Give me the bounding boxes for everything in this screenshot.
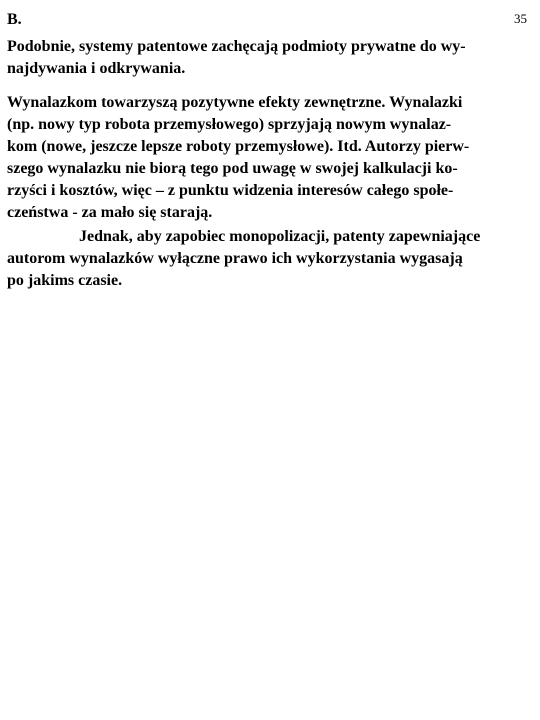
text-line: najdywania i odkrywania. [7,60,186,77]
paragraph-patent-incentives [7,36,466,80]
text-line: czeństwa - za mało się starają. [7,204,213,221]
text-line: Wynalazkom towarzyszą pozytywne efekty zewnętrzne. Wynalazki [7,94,463,111]
text-line: szego wynalazku nie biorą tego pod uwagę w swojej kalkulacji ko- [7,160,458,177]
paragraph-externalities [7,92,469,224]
section-heading: B. [7,11,22,28]
text-line: kom (nowe, jeszcze lepsze roboty przemysłowe). Itd. Autorzy pierw- [7,138,470,155]
text-line: po jakims czasie. [7,272,123,289]
text-line: (np. nowy typ robota przemysłowego) sprzyjają nowym wynalaz- [7,116,452,133]
text-line: autorom wynalazków wyłączne prawo ich wykorzystania wygasają [7,250,463,267]
paragraph-monopoly-expiry [7,226,480,292]
page-number: 35 [514,11,527,26]
text-line: Jednak, aby zapobiec monopolizacji, patenty zapewniające [79,228,481,245]
text-line: rzyści i kosztów, więc – z punktu widzenia interesów całego społe- [7,182,454,199]
text-line: Podobnie, systemy patentowe zachęcają podmioty prywatne do wy- [7,38,466,55]
